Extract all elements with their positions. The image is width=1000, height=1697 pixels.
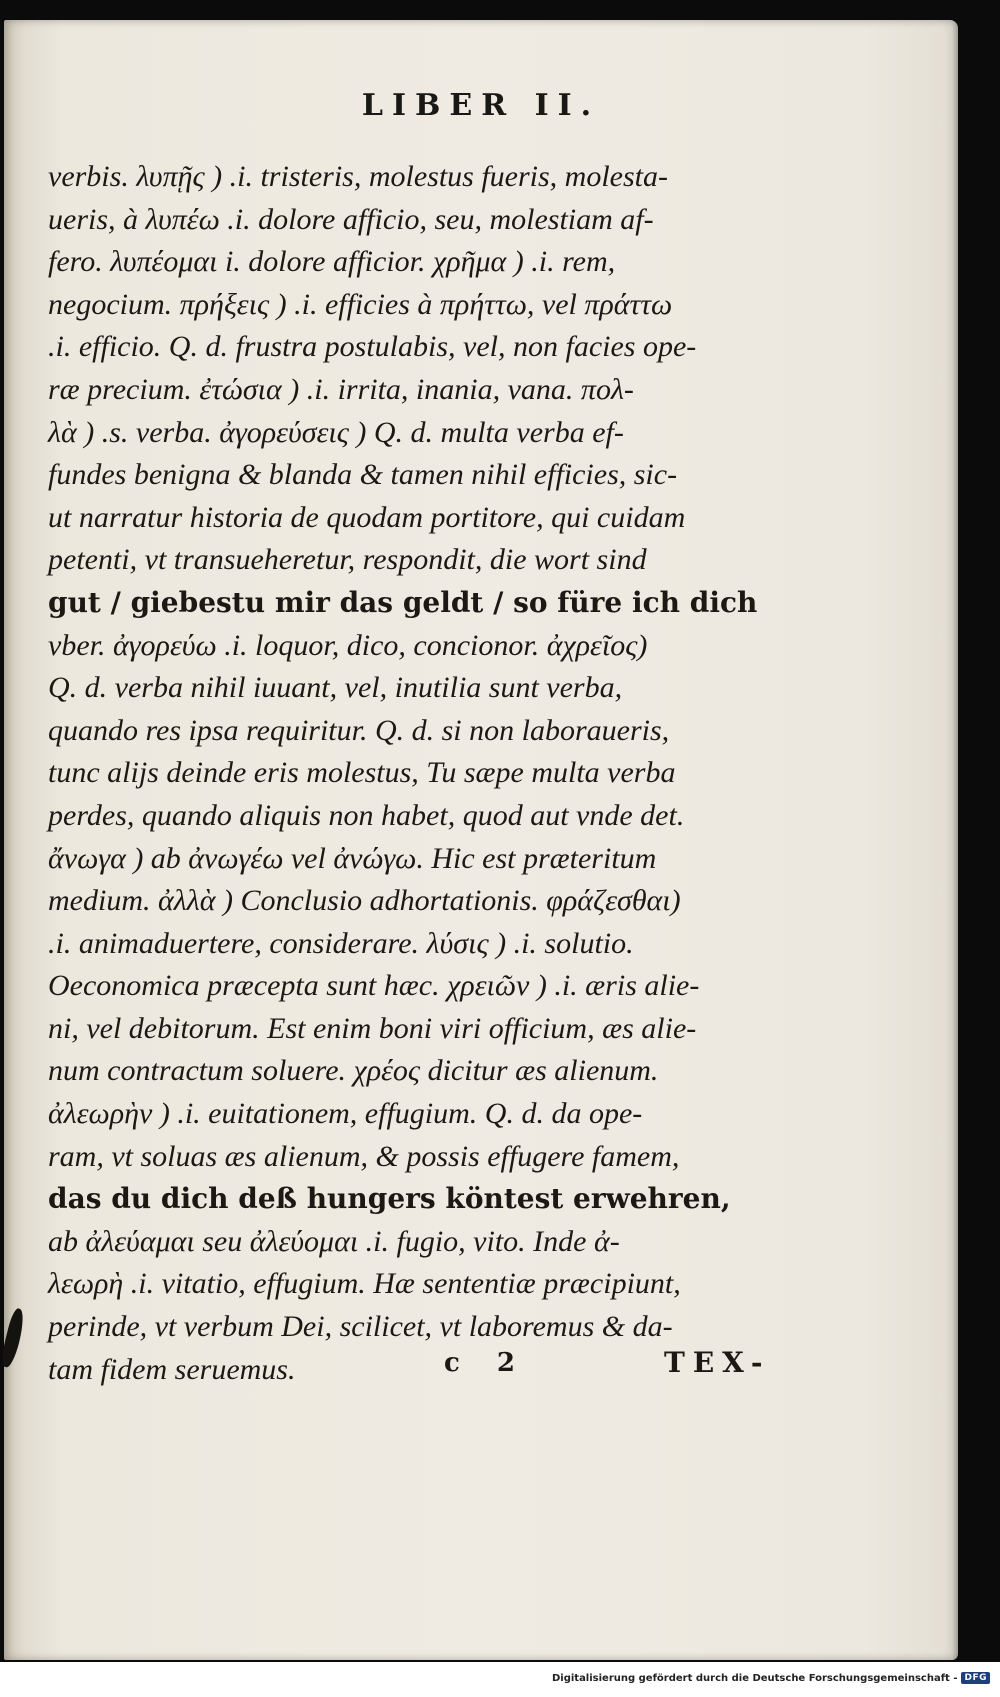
signature-mark: c 2 [444,1348,529,1378]
text-line: perinde, vt verbum Dei, scilicet, vt laboremus & da- [48,1310,673,1344]
text-line: ἀλεωρὴν ) .i. euitationem, effugium. Q. d. da ope- [48,1097,643,1131]
text-line: petenti, vt transueheretur, respondit, die wort sind [48,543,647,577]
text-line: tam fidem seruemus. [48,1352,296,1386]
text-line: ἄνωγα ) ab ἀνωγέω vel ἀνώγω. Hic est præteritum [48,841,657,875]
text-line: ni, vel debitorum. Est enim boni viri officium, æs alie- [48,1011,697,1045]
credit-text: Digitalisierung gefördert durch die Deutsche Forschungsgemeinschaft - [551,1672,958,1684]
text-line: fero. λυπέομαι i. dolore afficior. χρῆμα ) .i. rem, [48,245,616,279]
text-line-german: gut / giebestu mir das geldt / so füre ich dich [48,585,758,619]
text-line: ueris, à λυπέω .i. dolore afficio, seu, molestiam af- [48,202,654,236]
text-line-german: das du dich deß hungers köntest erwehren, [48,1182,731,1216]
text-line: tunc alijs deinde eris molestus, Tu sæpe multa verba [48,756,676,790]
text-line: Q. d. verba nihil iuuant, vel, inutilia sunt verba, [48,671,623,705]
text-line: fundes benigna & blanda & tamen nihil efficies, sic- [48,458,678,492]
book-page [4,20,958,1660]
commentary-text [48,156,798,1391]
text-line: medium. ἀλλὰ ) Conclusio adhortationis. φράζεσθαι) [48,884,681,918]
text-line: ut narratur historia de quodam portitore, qui cuidam [48,500,686,534]
text-line: num contractum soluere. χρέος dicitur æs alienum. [48,1054,659,1088]
text-line: λεωρὴ .i. vitatio, effugium. Hæ sententiæ præcipiunt, [48,1267,681,1301]
digitization-credit [552,1672,990,1684]
page-edge-shadow [952,20,958,1660]
text-line: perdes, quando aliquis non habet, quod aut vnde det. [48,798,685,832]
dfg-logo: DFG [961,1672,990,1684]
text-line: negocium. πρήξεις ) .i. efficies à πρήττω, vel πράττω [48,287,673,321]
text-line: λὰ ) .s. verba. ἀγορεύσεις ) Q. d. multa verba ef- [48,415,624,449]
running-head: LIBER II. [361,88,601,123]
text-line: Oeconomica præcepta sunt hæc. χρειῶν ) .i. æris alie- [48,969,700,1003]
text-line: ab ἀλεύαμαι seu ἀλεύομαι .i. fugio, vito. Inde ἀ- [48,1224,620,1258]
catchword: TEX- [664,1346,771,1379]
text-line: ræ precium. ἐτώσια ) .i. irrita, inania, vana. πολ- [48,372,634,406]
text-line: .i. animaduertere, considerare. λύσις ) .i. solutio. [48,926,634,960]
text-line: ram, vt soluas æs alienum, & possis effugere famem, [48,1139,680,1173]
text-line: .i. efficio. Q. d. frustra postulabis, vel, non facies ope- [48,330,697,364]
text-line: verbis. λυπῇς ) .i. tristeris, molestus fueris, molesta- [48,160,668,193]
text-line: quando res ipsa requiritur. Q. d. si non laboraueris, [48,713,670,747]
text-line: vber. ἀγορεύω .i. loquor, dico, concionor. ἀχρεῖος) [48,628,648,662]
ink-blot [0,1307,27,1369]
